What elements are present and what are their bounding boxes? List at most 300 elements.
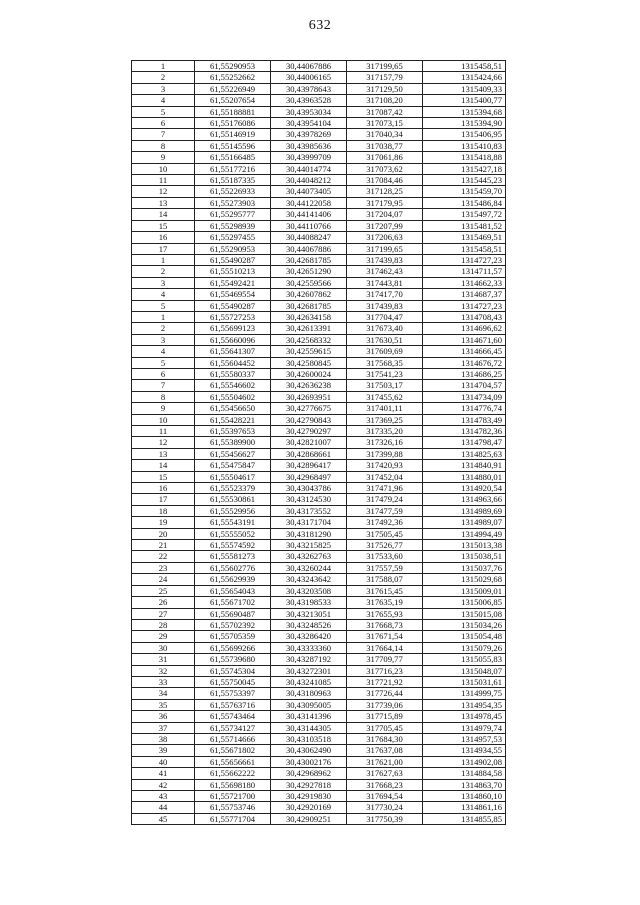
latitude-cell: 61,55629939 [195,574,271,585]
table-row [132,277,506,288]
latitude-cell: 61,55604452 [195,357,271,368]
y-coordinate-cell: 1314708,43 [423,311,506,322]
x-coordinate-cell: 317709,77 [347,654,423,665]
point-index-cell: 21 [132,540,195,551]
longitude-cell: 30,44014774 [271,163,347,174]
point-index-cell: 37 [132,722,195,733]
table-row [132,802,506,813]
latitude-cell: 61,55273903 [195,197,271,208]
point-index-cell: 7 [132,129,195,140]
longitude-cell: 30,43215825 [271,540,347,551]
point-index-cell: 6 [132,368,195,379]
point-index-cell: 4 [132,346,195,357]
point-index-cell: 40 [132,756,195,767]
longitude-cell: 30,43203508 [271,585,347,596]
table-row [132,403,506,414]
latitude-cell: 61,55546602 [195,380,271,391]
x-coordinate-cell: 317038,77 [347,140,423,151]
y-coordinate-cell: 1315418,88 [423,152,506,163]
latitude-cell: 61,55690487 [195,608,271,619]
table-row [132,562,506,573]
longitude-cell: 30,42681785 [271,300,347,311]
point-index-cell: 42 [132,779,195,790]
x-coordinate-cell: 317335,20 [347,426,423,437]
y-coordinate-cell: 1314662,33 [423,277,506,288]
longitude-cell: 30,44141406 [271,209,347,220]
table-row [132,346,506,357]
y-coordinate-cell: 1315469,51 [423,232,506,243]
x-coordinate-cell: 317452,04 [347,471,423,482]
latitude-cell: 61,55176086 [195,118,271,129]
table-row [132,585,506,596]
point-index-cell: 13 [132,197,195,208]
longitude-cell: 30,44088247 [271,232,347,243]
longitude-cell: 30,42634158 [271,311,347,322]
y-coordinate-cell: 1315006,85 [423,597,506,608]
table-row [132,118,506,129]
y-coordinate-cell: 1314734,09 [423,391,506,402]
point-index-cell: 17 [132,494,195,505]
x-coordinate-cell: 317401,11 [347,403,423,414]
x-coordinate-cell: 317664,14 [347,642,423,653]
latitude-cell: 61,55555052 [195,528,271,539]
latitude-cell: 61,55490287 [195,300,271,311]
x-coordinate-cell: 317073,15 [347,118,423,129]
point-index-cell: 3 [132,83,195,94]
y-coordinate-cell: 1315031,61 [423,676,506,687]
longitude-cell: 30,43978643 [271,83,347,94]
point-index-cell: 23 [132,562,195,573]
latitude-cell: 61,55469554 [195,289,271,300]
longitude-cell: 30,42613391 [271,323,347,334]
y-coordinate-cell: 1314798,47 [423,437,506,448]
longitude-cell: 30,43181290 [271,528,347,539]
latitude-cell: 61,55297455 [195,232,271,243]
point-index-cell: 32 [132,665,195,676]
latitude-cell: 61,55714666 [195,733,271,744]
longitude-cell: 30,42790297 [271,426,347,437]
point-index-cell: 39 [132,745,195,756]
x-coordinate-cell: 317399,88 [347,448,423,459]
latitude-cell: 61,55753746 [195,802,271,813]
table-row [132,357,506,368]
latitude-cell: 61,55660096 [195,334,271,345]
y-coordinate-cell: 1315459,70 [423,186,506,197]
table-row [132,528,506,539]
table-row [132,494,506,505]
longitude-cell: 30,42790843 [271,414,347,425]
y-coordinate-cell: 1315406,95 [423,129,506,140]
x-coordinate-cell: 317455,62 [347,391,423,402]
table-row [132,391,506,402]
latitude-cell: 61,55702392 [195,619,271,630]
y-coordinate-cell: 1314825,63 [423,448,506,459]
table-row [132,631,506,642]
longitude-cell: 30,42909251 [271,813,347,824]
point-index-cell: 1 [132,311,195,322]
table-row [132,129,506,140]
point-index-cell: 24 [132,574,195,585]
latitude-cell: 61,55146919 [195,129,271,140]
x-coordinate-cell: 317588,07 [347,574,423,585]
x-coordinate-cell: 317199,65 [347,243,423,254]
point-index-cell: 4 [132,289,195,300]
x-coordinate-cell: 317705,45 [347,722,423,733]
y-coordinate-cell: 1315394,90 [423,118,506,129]
latitude-cell: 61,55490287 [195,254,271,265]
x-coordinate-cell: 317726,44 [347,688,423,699]
point-index-cell: 1 [132,61,195,72]
x-coordinate-cell: 317207,99 [347,220,423,231]
point-index-cell: 9 [132,152,195,163]
table-row [132,289,506,300]
y-coordinate-cell: 1315458,51 [423,61,506,72]
y-coordinate-cell: 1314727,23 [423,300,506,311]
table-row [132,722,506,733]
x-coordinate-cell: 317129,50 [347,83,423,94]
y-coordinate-cell: 1314782,36 [423,426,506,437]
y-coordinate-cell: 1314696,62 [423,323,506,334]
table-row [132,175,506,186]
longitude-cell: 30,44110766 [271,220,347,231]
table-row [132,426,506,437]
point-index-cell: 6 [132,118,195,129]
x-coordinate-cell: 317369,25 [347,414,423,425]
table-row [132,517,506,528]
table-row [132,756,506,767]
x-coordinate-cell: 317326,16 [347,437,423,448]
y-coordinate-cell: 1314994,49 [423,528,506,539]
point-index-cell: 8 [132,140,195,151]
point-index-cell: 11 [132,426,195,437]
point-index-cell: 14 [132,460,195,471]
table-row [132,574,506,585]
longitude-cell: 30,43954104 [271,118,347,129]
longitude-cell: 30,42920169 [271,802,347,813]
longitude-cell: 30,42559615 [271,346,347,357]
table-row [132,220,506,231]
latitude-cell: 61,55428221 [195,414,271,425]
latitude-cell: 61,55187335 [195,175,271,186]
latitude-cell: 61,55510213 [195,266,271,277]
latitude-cell: 61,55771704 [195,813,271,824]
latitude-cell: 61,55671702 [195,597,271,608]
latitude-cell: 61,55727253 [195,311,271,322]
y-coordinate-cell: 1314704,57 [423,380,506,391]
latitude-cell: 61,55226949 [195,83,271,94]
longitude-cell: 30,43241085 [271,676,347,687]
latitude-cell: 61,55290953 [195,243,271,254]
longitude-cell: 30,43953034 [271,106,347,117]
latitude-cell: 61,55456627 [195,448,271,459]
point-index-cell: 12 [132,437,195,448]
point-index-cell: 27 [132,608,195,619]
y-coordinate-cell: 1315048,07 [423,665,506,676]
latitude-cell: 61,55226933 [195,186,271,197]
y-coordinate-cell: 1314989,07 [423,517,506,528]
table-row [132,186,506,197]
latitude-cell: 61,55475847 [195,460,271,471]
y-coordinate-cell: 1314686,25 [423,368,506,379]
table-row [132,106,506,117]
table-row [132,83,506,94]
y-coordinate-cell: 1315055,83 [423,654,506,665]
table-row [132,676,506,687]
point-index-cell: 12 [132,186,195,197]
x-coordinate-cell: 317533,60 [347,551,423,562]
point-index-cell: 43 [132,791,195,802]
table-row [132,711,506,722]
longitude-cell: 30,42968962 [271,768,347,779]
y-coordinate-cell: 1314861,16 [423,802,506,813]
longitude-cell: 30,43180963 [271,688,347,699]
longitude-cell: 30,43062490 [271,745,347,756]
longitude-cell: 30,42821007 [271,437,347,448]
latitude-cell: 61,55739680 [195,654,271,665]
y-coordinate-cell: 1314979,74 [423,722,506,733]
x-coordinate-cell: 317621,00 [347,756,423,767]
point-index-cell: 25 [132,585,195,596]
latitude-cell: 61,55602776 [195,562,271,573]
latitude-cell: 61,55523379 [195,483,271,494]
y-coordinate-cell: 1315037,76 [423,562,506,573]
y-coordinate-cell: 1315427,18 [423,163,506,174]
latitude-cell: 61,55456650 [195,403,271,414]
x-coordinate-cell: 317541,23 [347,368,423,379]
latitude-cell: 61,55654043 [195,585,271,596]
y-coordinate-cell: 1314840,91 [423,460,506,471]
y-coordinate-cell: 1314860,10 [423,791,506,802]
point-index-cell: 1 [132,254,195,265]
y-coordinate-cell: 1315458,51 [423,243,506,254]
longitude-cell: 30,43248526 [271,619,347,630]
longitude-cell: 30,42568332 [271,334,347,345]
table-row [132,152,506,163]
latitude-cell: 61,55705359 [195,631,271,642]
longitude-cell: 30,43985636 [271,140,347,151]
x-coordinate-cell: 317492,36 [347,517,423,528]
table-row [132,745,506,756]
point-index-cell: 5 [132,300,195,311]
table-row [132,642,506,653]
longitude-cell: 30,43095005 [271,699,347,710]
x-coordinate-cell: 317128,25 [347,186,423,197]
longitude-cell: 30,43198533 [271,597,347,608]
latitude-cell: 61,55397653 [195,426,271,437]
x-coordinate-cell: 317684,30 [347,733,423,744]
y-coordinate-cell: 1314687,37 [423,289,506,300]
longitude-cell: 30,42607862 [271,289,347,300]
point-index-cell: 10 [132,414,195,425]
longitude-cell: 30,43141396 [271,711,347,722]
x-coordinate-cell: 317694,54 [347,791,423,802]
x-coordinate-cell: 317157,79 [347,72,423,83]
longitude-cell: 30,42580845 [271,357,347,368]
longitude-cell: 30,42600024 [271,368,347,379]
latitude-cell: 61,55580337 [195,368,271,379]
latitude-cell: 61,55734127 [195,722,271,733]
longitude-cell: 30,44048212 [271,175,347,186]
table-row [132,483,506,494]
point-index-cell: 10 [132,163,195,174]
x-coordinate-cell: 317526,77 [347,540,423,551]
table-row [132,243,506,254]
y-coordinate-cell: 1315400,77 [423,95,506,106]
table-row [132,448,506,459]
table-row [132,197,506,208]
point-index-cell: 3 [132,334,195,345]
y-coordinate-cell: 1314666,45 [423,346,506,357]
x-coordinate-cell: 317750,39 [347,813,423,824]
longitude-cell: 30,43043786 [271,483,347,494]
y-coordinate-cell: 1314957,53 [423,733,506,744]
longitude-cell: 30,42868661 [271,448,347,459]
x-coordinate-cell: 317673,40 [347,323,423,334]
latitude-cell: 61,55530861 [195,494,271,505]
longitude-cell: 30,43171704 [271,517,347,528]
x-coordinate-cell: 317443,81 [347,277,423,288]
longitude-cell: 30,42559566 [271,277,347,288]
point-index-cell: 13 [132,448,195,459]
x-coordinate-cell: 317627,63 [347,768,423,779]
point-index-cell: 44 [132,802,195,813]
y-coordinate-cell: 1315015,08 [423,608,506,619]
longitude-cell: 30,44006165 [271,72,347,83]
latitude-cell: 61,55389900 [195,437,271,448]
x-coordinate-cell: 317417,70 [347,289,423,300]
point-index-cell: 17 [132,243,195,254]
point-index-cell: 20 [132,528,195,539]
point-index-cell: 11 [132,175,195,186]
table-row [132,733,506,744]
x-coordinate-cell: 317704,47 [347,311,423,322]
point-index-cell: 16 [132,232,195,243]
table-row [132,505,506,516]
x-coordinate-cell: 317730,24 [347,802,423,813]
point-index-cell: 2 [132,323,195,334]
x-coordinate-cell: 317716,23 [347,665,423,676]
point-index-cell: 9 [132,403,195,414]
x-coordinate-cell: 317108,20 [347,95,423,106]
longitude-cell: 30,42636238 [271,380,347,391]
x-coordinate-cell: 317471,96 [347,483,423,494]
table-row [132,140,506,151]
y-coordinate-cell: 1314978,45 [423,711,506,722]
table-row [132,334,506,345]
longitude-cell: 30,44067886 [271,61,347,72]
longitude-cell: 30,42776675 [271,403,347,414]
y-coordinate-cell: 1315394,68 [423,106,506,117]
latitude-cell: 61,55699266 [195,642,271,653]
longitude-cell: 30,43999709 [271,152,347,163]
latitude-cell: 61,55504602 [195,391,271,402]
y-coordinate-cell: 1314855,85 [423,813,506,824]
table-row [132,699,506,710]
point-index-cell: 33 [132,676,195,687]
point-index-cell: 38 [132,733,195,744]
x-coordinate-cell: 317635,19 [347,597,423,608]
point-index-cell: 4 [132,95,195,106]
latitude-cell: 61,55662222 [195,768,271,779]
latitude-cell: 61,55699123 [195,323,271,334]
point-index-cell: 36 [132,711,195,722]
latitude-cell: 61,55177216 [195,163,271,174]
latitude-cell: 61,55145596 [195,140,271,151]
x-coordinate-cell: 317439,83 [347,300,423,311]
y-coordinate-cell: 1314676,72 [423,357,506,368]
point-index-cell: 5 [132,106,195,117]
x-coordinate-cell: 317073,62 [347,163,423,174]
x-coordinate-cell: 317206,63 [347,232,423,243]
table-row [132,619,506,630]
table-row [132,380,506,391]
table-row [132,597,506,608]
longitude-cell: 30,43213051 [271,608,347,619]
x-coordinate-cell: 317420,93 [347,460,423,471]
longitude-cell: 30,43286420 [271,631,347,642]
x-coordinate-cell: 317655,93 [347,608,423,619]
x-coordinate-cell: 317087,42 [347,106,423,117]
y-coordinate-cell: 1314880,01 [423,471,506,482]
longitude-cell: 30,43963528 [271,95,347,106]
x-coordinate-cell: 317637,08 [347,745,423,756]
table-row [132,163,506,174]
table-row [132,414,506,425]
latitude-cell: 61,55207654 [195,95,271,106]
x-coordinate-cell: 317505,45 [347,528,423,539]
longitude-cell: 30,44122058 [271,197,347,208]
y-coordinate-cell: 1315481,52 [423,220,506,231]
y-coordinate-cell: 1315424,66 [423,72,506,83]
point-index-cell: 16 [132,483,195,494]
table-row [132,460,506,471]
table-row [132,654,506,665]
y-coordinate-cell: 1315410,83 [423,140,506,151]
latitude-cell: 61,55574592 [195,540,271,551]
y-coordinate-cell: 1314727,23 [423,254,506,265]
point-index-cell: 29 [132,631,195,642]
y-coordinate-cell: 1314989,69 [423,505,506,516]
y-coordinate-cell: 1314711,57 [423,266,506,277]
table-row [132,72,506,83]
x-coordinate-cell: 317479,24 [347,494,423,505]
longitude-cell: 30,44067886 [271,243,347,254]
coordinates-table [131,60,506,825]
table-row [132,540,506,551]
table-row [132,368,506,379]
y-coordinate-cell: 1314954,35 [423,699,506,710]
point-index-cell: 14 [132,209,195,220]
table-row [132,300,506,311]
longitude-cell: 30,43173552 [271,505,347,516]
y-coordinate-cell: 1314920,54 [423,483,506,494]
point-index-cell: 3 [132,277,195,288]
latitude-cell: 61,55581273 [195,551,271,562]
longitude-cell: 30,43103518 [271,733,347,744]
point-index-cell: 18 [132,505,195,516]
table-row [132,551,506,562]
point-index-cell: 28 [132,619,195,630]
x-coordinate-cell: 317179,95 [347,197,423,208]
y-coordinate-cell: 1314776,74 [423,403,506,414]
x-coordinate-cell: 317615,45 [347,585,423,596]
table-row [132,688,506,699]
y-coordinate-cell: 1315497,72 [423,209,506,220]
x-coordinate-cell: 317061,86 [347,152,423,163]
latitude-cell: 61,55529956 [195,505,271,516]
y-coordinate-cell: 1314863,70 [423,779,506,790]
x-coordinate-cell: 317462,43 [347,266,423,277]
